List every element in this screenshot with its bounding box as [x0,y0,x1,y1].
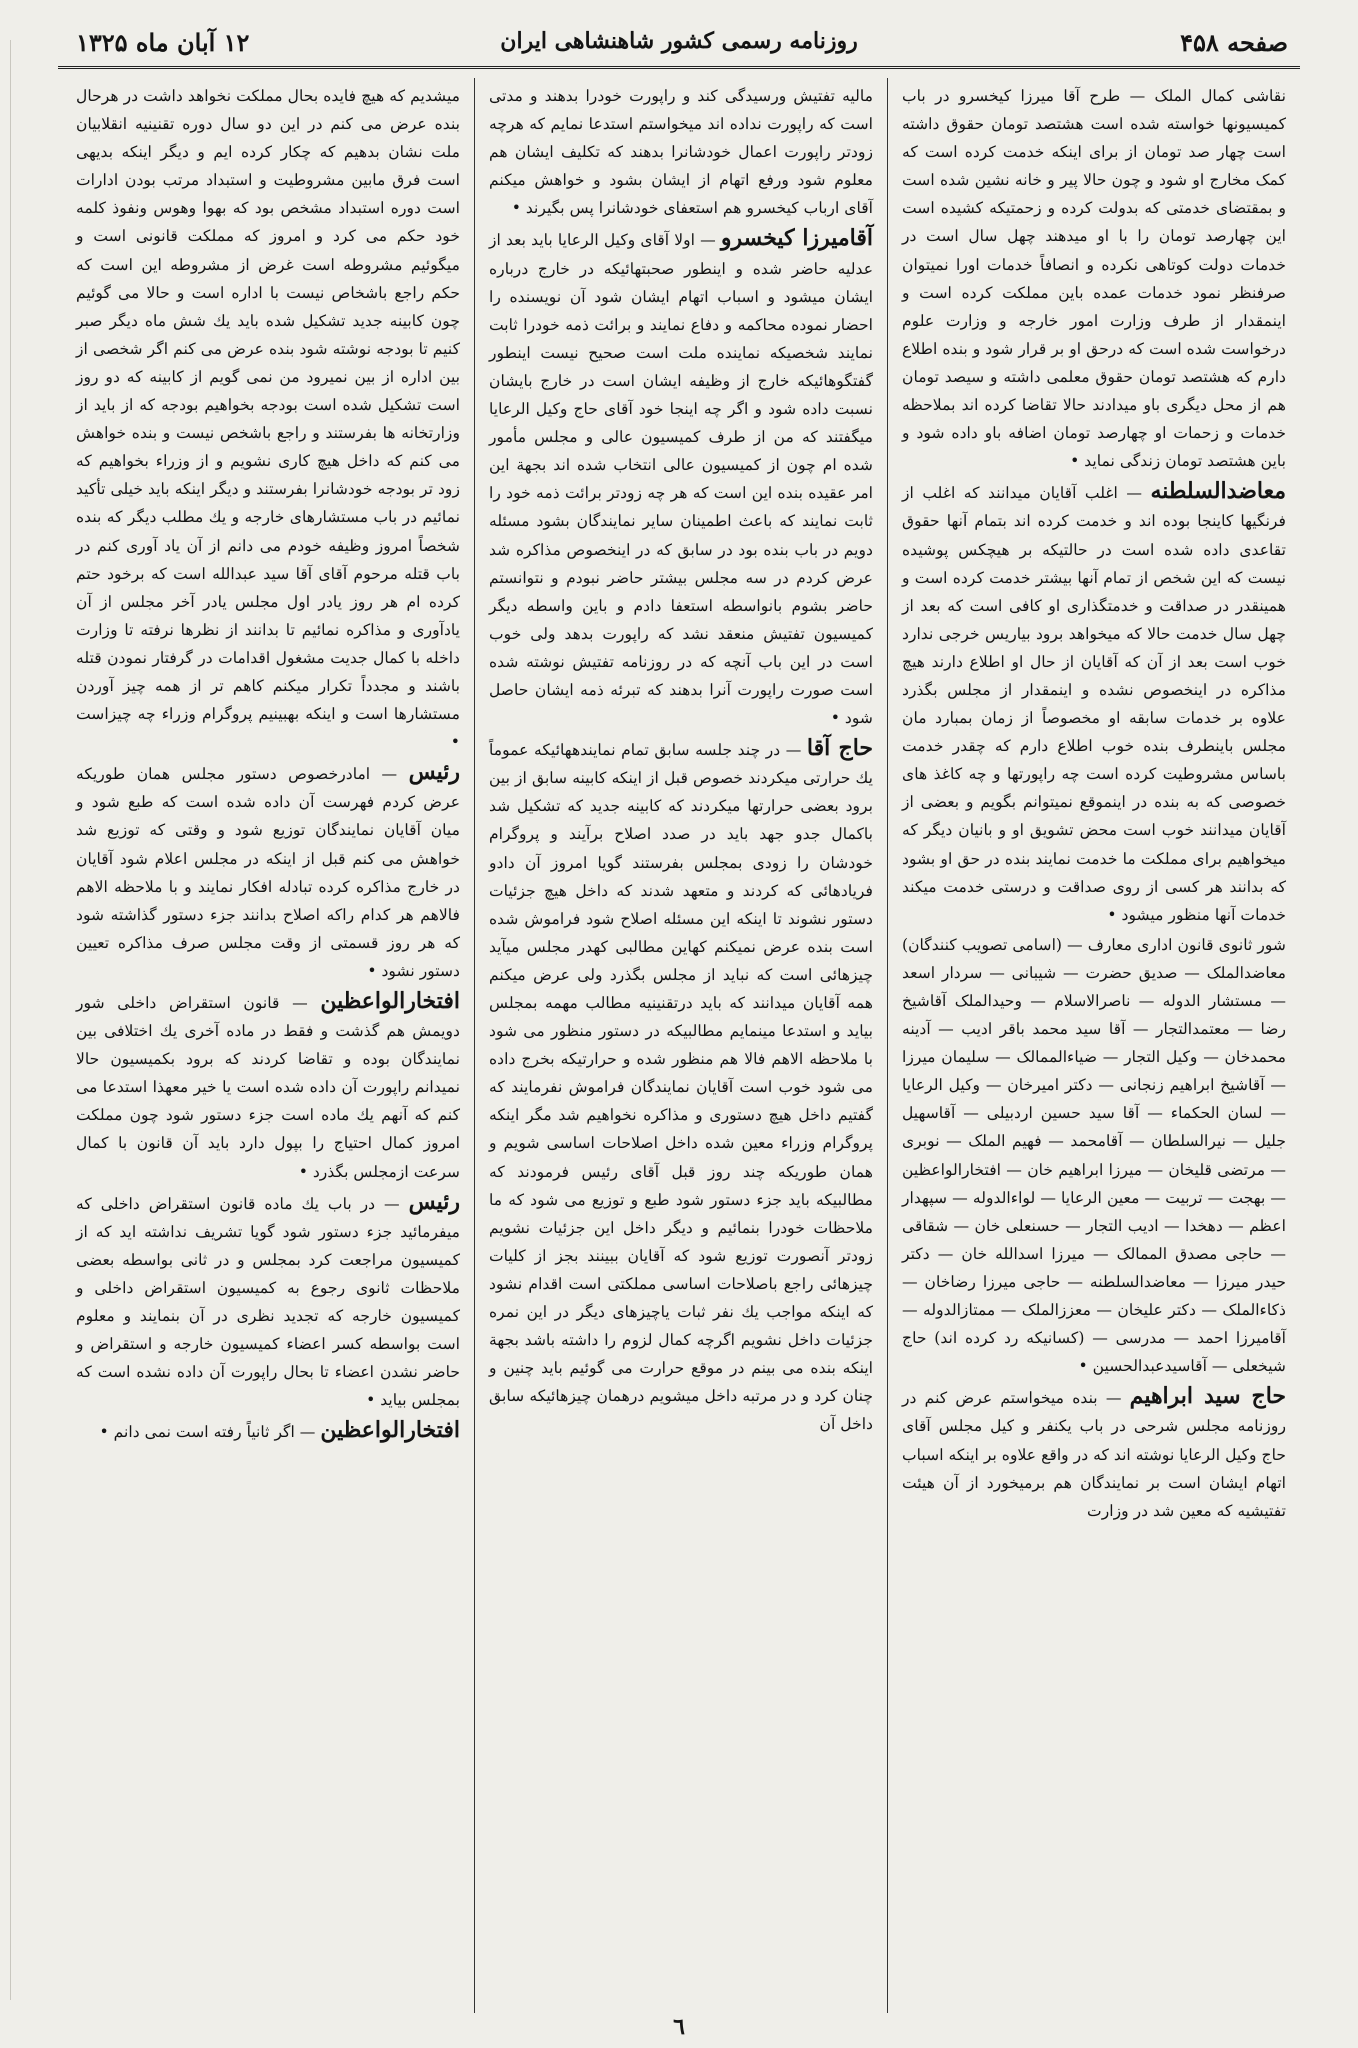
paragraph [489,224,873,732]
paragraph [76,758,460,985]
paragraph-text: — امادرخصوص دستور مجلس همان طوریکه عرض کردم فهرست آن داده شده است که طبع شود و میان آقایان نمایندگان توزیع شود و وقتی که توزیع شد خواهش می کنم قبل از اینکه در مجلس اعلام شود آقایان در خارج مذاکره کرده تبادله افکار نمایند و با ملاحظه الاهم فالاهم هر کدام راکه اصلاح بدانند جزء دستور گذاشته شود که هر روز قسمتی از وقت مجلس صرف مذاکره تعیین دستور نشود • [76,765,460,980]
paragraph [489,82,873,222]
paragraph [902,1382,1286,1524]
paragraph [902,82,1286,475]
page-number: ٦ [673,2014,685,2040]
paragraph-text: — در چند جلسه سابق تمام نمایندههائیکه عموماً یك حرارتی میکردند خصوص قبل از اینکه کابینه سابق از بین برود بعضی حرارتها میکردند که کابینه جدید که تشکیل شد باکمال جدو جهد باید در صدد اصلاح برآیند و پروگرام خودشان را زودی بمجلس بفرستند گویا امروز آن دادو فریادهائی که کردند و متعهد شدند که داخل هیچ جزئیات دستور نشوند تا اینکه این مسئله اصلاح شود فراموش شده است بنده عرض نمیکنم کهاین مطالبی کهدر مجلس میآید چیزهائی است که نباید از مجلس بگذرد ولی عرض میکنم همه آقایان میدانند که باید درتقنینیه مطالب مهمه بمجلس بیاید و استدعا مینمایم مطالبیکه در دستور منظور می شود با ملاحظه الاهم فالا هم منظور شده و حرارتیکه بخرج داده می شود خوب است آقایان نمایندگان فراموش نفرمایند که گفتیم داخل هیچ دستوری و مذاکره نخواهیم شد مگر اینکه پروگرام وزراء معین شده داخل اصلاحات اساسی شویم و همان طوریکه چند روز قبل آقای رئیس فرمودند که مطالبیکه باید جزء دستور شود طبع و توزیع می شود که ما ملاحظات خودرا بنمائیم و دیگر داخل این جزئیات نشویم زودتر آنصورت توزیع شود که آقایان ببینند بجز از کلیات چیزهائی راجع باصلاحات اساسی مملکتی است اقدام نشود که اینکه مواجب یك نفر ثبات یاچیزهای دیگر در این نمره جزئیات داخل نشویم اگرچه کمال لزوم را داشته باشد بجهة اینکه بنده می بینم در موقع حرارت می گوئیم باید چنین و چنان کرد و در مرتبه داخل میشویم درهمان چیزهائیکه سابق داخل آن [489,741,873,1434]
paragraph-text: میشدیم که هیچ فایده بحال مملکت نخواهد داشت در هرحال بنده عرض می کنم در این دو سال دوره تقنینیه انقلابیان ملت نشان بدهیم که چکار کرده ایم و دیگر اینکه بدیهی است فرق مابین مشروطیت و استبداد مرتب بودن ادارات است دوره استبداد مشخص بود که بهوا وهوس ونفوذ کلمه خود حکم می کرد و امروز که مملکت قانونی است و میگوئیم مشروطه است غرض از مشروطه این است که حکم راجع باشخاص نیست با اداره است و حالا می گوئیم چون کابینه جدید تشکیل شده باید یك شش ماه دیگر صبر کنیم تا بودجه نوشته شود بنده عرض می کنم اگر شخصی از بین اداره از بین نمیرود من نمی گویم از کابینه که دو روز است تشکیل شده است بودجه بخواهیم بودجه که از باید از وزارتخانه ها بفرستند و راجع باشخص نیست و بنده خواهش می کنم که داخل هیچ کاری نشویم و از وزراء بخواهیم که زود تر بودجه خودشانرا بفرستند و دیگر اینکه باید خیلی تأکید نمائیم در باب مستشارهای خارجه و یك مطلب دیگر که بنده شخصاً امروز وظیفه خودم می دانم از آن یاد آوری کنم در باب قتله مرحوم آقای آقا سید عبدالله است که برخود حتم کرده ام هر روز یادر اول مجلس یادر آخر مجلس از آن یادآوری و مذاکره نمائیم تا بدانند از نظرها نرفته تا وزارت داخله با کمال جدیت مشغول اقدامات در گرفتار نمودن قتله باشند و مجدداً تکرار میکنم کاهم تر از همه چیز آوردن مستشارها است و اینکه بهبینیم پروگرام وزراء چه چیزاست • [76,87,460,752]
paragraph-text: — بنده میخواستم عرض کنم در روزنامه مجلس شرحی در باب یکنفر و کیل مجلس آقای حاج وکیل الرعایا نوشته اند که در واقع علاوه بر اینکه اسباب اتهام ایشان است بر نمایندگان هم برمیخورد از آن هیئت تفتیشیه که معین شد در وزارت [902,1389,1286,1520]
paragraph-text: شور ثانوی قانون اداری معارف — (اسامی تصویب کنندگان) معاضدالملک — صدیق حضرت — شیبانی — سردار اسعد — مستشار الدوله — ناصرالاسلام — وحیدالملک آقاشیخ رضا — معتمدالتجار — آقا سید محمد باقر ادیب — آدینه محمدخان — وکیل التجار — ضیاءالممالک — سلیمان میرزا — آقاشیخ ابراهیم زنجانی — دکتر امیرخان — وکیل الرعایا — لسان الحکماء — آقا سید حسین اردبیلی — آقاسهیل جلیل — نیرالسلطان — آقامحمد — فهیم الملک — نوبری — مرتضی قلیخان — میرزا ابراهیم خان — افتخارالواعظین — بهجت — تربیت — معین الرعایا — لواءالدوله — سپهدار اعظم — دهخدا — ادیب التجار — حسنعلی خان — شقاقی — حاجی مصدق الممالک — میرزا اسدالله خان — دکتر حیدر میرزا — معاضدالسلطنه — حاجی میرزا رضاخان — ذکاءالملک — دکتر علیخان — معززالملک — ممتازالدوله — آقامیرزا احمد — مدرسی — (کسانیکه رد کرده اند) حاج شیخعلی — آقاسیدعبدالحسین • [902,935,1286,1376]
paragraph-text: مالیه تفتیش ورسیدگی کند و راپورت خودرا بدهند و مدتی است که راپورت نداده اند میخواستم استدعا نمایم که هرچه زودتر راپورت اعمال خودشانرا بدهند که تکلیف ایشان هم معلوم شود ورفع اتهام از ایشان بشود و خواهش میکنم آقای ارباب کیخسرو هم استعفای خودشانرا پس بگیرند • [489,87,873,218]
paragraph-text: — اغلب آقایان میدانند که اغلب از فرنگیها کاینجا بوده اند و خدمت کرده اند بتمام آنها حقوق تقاعدی داده شده است در حالتیکه بر هیچکس پوشیده نیست که این شخص از تمام آنها بیشتر خدمت کرده است و همینقدر در صداقت و خدمتگذاری او کافی است که بعد از چهل سال خدمت حالا که میخواهد برود بیاریس خرجی ندارد خوب است بعد از آن که آقایان از حال او اطلاع دارند هیچ مذاکره در اینخصوص نشده و اینمقدار از مجلس بگذرد علاوه بر خدمات سابقه او مخصوصاً از زمان بمبارد مان مجلس باینطرف بنده خوب اطلاع دارم که چقدر خدمت باساس مشروطیت کرده است چه راپورتها و چه کاغذ های خصوصی که به بنده در اینموقع نمیتوانم بگویم و بعضی از آقایان میدانند خوب است محض تشویق او و بانیان دیگر که میخواهیم برای مملکت ما خدمت نمایند بنده در حق او بشود که بدانند هر کسی از روی صداقت و درستی خدمت میکند خدمات آنها منظور میشود • [902,484,1286,924]
paragraph-text: — اولا آقای وکیل الرعایا باید بعد از عدلیه حاضر شده و اینطور صحبتهائیکه در خارج درباره ایشان میشود و اسباب اتهام ایشان شود آن نویسنده را احضار نموده محاکمه و دفاع نمایند و برائت ذمه خودرا ثابت نمایند شخصیکه نماینده ملت است صحیح نیست اینطور گفتگوهائیکه خارج از وظیفه ایشان است در خارج بایشان نسبت داده شود و اگر چه اینجا خود آقای حاج وکیل الرعایا میگفتند که من از طرف کمیسیون عالی و مجلس مأمور شده ام چون از کمیسیون عالی انتخاب شده اند بجهة این امر عقیده بنده این است که هر چه زودتر برائت ذمه خود را ثابت نمایند که باعث اطمینان سایر نمایندگان بشود مسئله دویم در باب بنده بود در سابق که در اینخصوص مذاکره شد عرض کردم در سه مجلس بیشتر حاضر نبودم و نتوانستم حاضر بشوم بانواسطه استعفا دادم و باین واسطه دیگر کمیسیون تفتیش منعقد نشد که راپورت بدهد ولی خوب است در این باب آنچه که در روزنامه تفتیش نوشته شده است صورت راپورت آنرا بدهند که تبرئه ذمه ایشان حاصل شود • [489,231,873,728]
column-middle [475,78,888,2013]
speaker-name: حاج آقا [806,735,873,762]
scan-edge [10,40,21,2000]
text-columns [62,78,1300,2013]
paragraph-text: نقاشی کمال الملک — طرح آقا میرزا کیخسرو در باب کمیسیونها خواسته شده است هشتصد تومان حقوق داشته است چهار صد تومان از برای اینکه خدمت کرده است که کمک مخارج او شود و چون حالا پیر و خانه نشین شده است و بمقتضای خدمتی که بدولت کرده و زحمتیکه کشیده است این چهارصد تومان را با او میدهند چهل سال است در خدمات دولت کوتاهی نکرده و انصافاً خدمات اورا نمیتوان صرفنظر نمود خدمات عمده باین مملکت کرده است و اینمقدار از طرف وزارت امور خارجه و وزارت علوم درخواست شده است که درحق او بر قرار شود و بنده اطلاع دارم که هشتصد تومان حقوق معلمی داشته و سیصد تومان هم از محل دیگری باو میدادند حالا تقاضا کرده اند بملاحظه خدمات و زحمات او چهارصد تومان اضافه باو داده شود و باین هشتصد تومان زندگی نماید • [902,87,1286,471]
speaker-name: رئیس [408,1188,460,1215]
paragraph [76,987,460,1186]
speaker-name: آقامیرزا کیخسرو [720,225,873,252]
paragraph-text: — اگر ثانیاً رفته است نمی دانم • [99,1423,316,1442]
paragraph [489,734,873,1438]
paragraph [76,1188,460,1415]
paragraph-text: — در باب یك ماده قانون استقراض داخلی که میفرمائید جزء دستور شود گویا تشریف نداشته اید که از کمیسیون مراجعت کرد بمجلس و در ثانی بواسطه بعضی ملاحظات ثانوی رجوع به کمیسیون استقراض داخلی و کمیسیون خارجه که تجدید نظری در آن بنمایند و معلوم است بواسطه کسر اعضاء کمیسیون خارجه و استقراض و حاضر نشدن اعضاء تا بحال راپورت آن داده نشده است که بمجلس بیاید • [76,1194,460,1410]
speaker-name: افتخارالواعظین [320,1417,460,1444]
paragraph [902,931,1286,1381]
issue-date: ۱۲ آبان ماه ۱۳۲۵ [76,28,250,57]
page-header [58,22,1300,62]
column-left [62,78,475,2013]
header-rule [58,66,1300,69]
column-right [888,78,1300,2013]
speaker-name: معاضدالسلطنه [1150,478,1286,505]
page-label: صفحه ۴۵۸ [1180,28,1288,57]
paragraph [902,477,1286,929]
speaker-name: حاج سید ابراهیم [1129,1383,1286,1410]
speaker-name: افتخارالواعظین [320,988,460,1014]
newspaper-title: روزنامه رسمی کشور شاهنشاهی ایران [500,28,858,54]
paragraph-text: — قانون استقراض داخلی شور دویمش هم گذشت و فقط در ماده آخری یك اختلافی بین نمایندگان بوده و تقاضا کردند که برود بکمیسیون حالا نمیدانم راپورت آن داده شده است یا خیر معهذا استدعا می کنم که آنهم یك ماده است جزء دستور شود چون مملکت امروز کمال احتیاج را بپول دارد باید آن قانون با کمال سرعت ازمجلس بگذرد • [76,994,460,1181]
paragraph [76,82,460,756]
paragraph [76,1416,460,1446]
speaker-name: رئیس [408,759,460,786]
